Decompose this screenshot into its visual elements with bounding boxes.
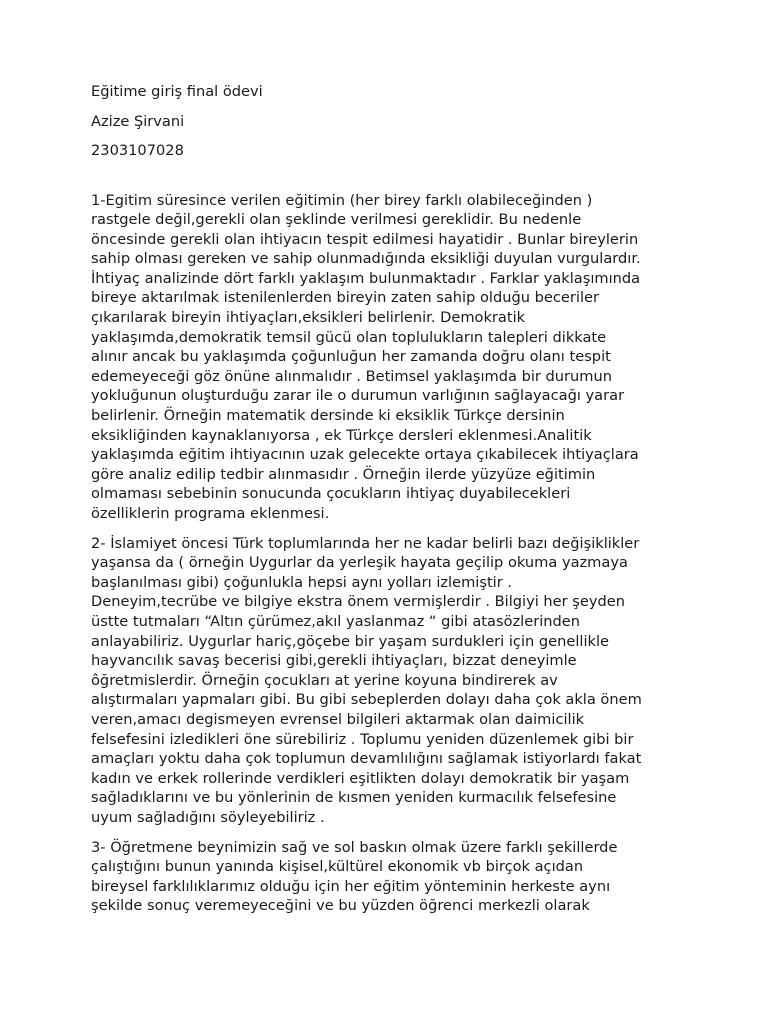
- text-line: olmaması sebebinin sonucunda çocukların ihtiyaç duyabilecekleri: [91, 485, 571, 503]
- document-page: [91, 84, 691, 926]
- text-line: rastgele değil,gerekli olan şeklinde verilmesi gereklidir. Bu nedenle: [91, 211, 582, 229]
- paragraph-1: [91, 191, 691, 524]
- text-line: göre analiz edilip tedbir alınmasıdır . Örneğin ilerde yüzyüze eğitimin: [91, 465, 596, 483]
- text-line: bireysel farklılıklarımız olduğu için her eğitim yönteminin herkeste aynı: [91, 877, 611, 895]
- spacer: [91, 173, 691, 191]
- body-text: [91, 191, 691, 916]
- author-name: Azize Şirvani: [91, 112, 185, 130]
- document-title: Eğitime giriş final ödevi: [91, 83, 263, 100]
- text-line: ôğretmislerdir. Örneğin çocukları at yerine koyuna bindirerek av: [91, 671, 558, 689]
- text-line: amaçları yoktu daha çok toplumun devamlılığını sağlamak istiyorlardı fakat: [91, 750, 642, 768]
- text-line: üstte tutmaları “Altın çürümez,akıl yaslanmaz “ gibi atasözlerinden: [91, 612, 580, 630]
- text-line: 2- İslamiyet öncesi Türk toplumlarında her ne kadar belirli bazı değişiklikler: [91, 534, 640, 552]
- text-line: çalıştığını bunun yanında kişisel,kültürel ekonomik vb birçok açıdan: [91, 858, 584, 876]
- text-line: özelliklerin programa eklenmesi.: [91, 505, 330, 522]
- text-line: anlayabiliriz. Uygurlar hariç,göçebe bir yaşam surdukleri için genellikle: [91, 632, 610, 650]
- student-number: 2303107028: [91, 142, 184, 159]
- text-line: belirlenir. Örneğin matematik dersinde ki eksiklik Türkçe dersinin: [91, 407, 565, 425]
- text-line: veren,amacı degismeyen evrensel bilgileri aktarmak olan daimicilik: [91, 710, 585, 728]
- text-line: yokluğunun oluşturduğu zarar ile o durumun varlığının sağlayacağı yarar: [91, 387, 625, 405]
- paragraph-2: [91, 534, 691, 828]
- text-line: eksikliğinden kaynaklanıyorsa , ek Türkçe dersleri eklenmesi.Analitik: [91, 426, 592, 444]
- paragraph-3: [91, 838, 691, 916]
- text-line: bireye aktarılmak istenilenlerden bireyin zaten sahip olduğu beceriler: [91, 289, 599, 307]
- text-line: İhtiyaç analizinde dört farklı yaklaşım bulunmaktadır . Farklar yaklaşımında: [91, 269, 641, 287]
- text-line: alıştırmaları yapmaları gibi. Bu gibi sebeplerden dolayı daha çok akla önem: [91, 691, 642, 709]
- text-line: yaşansa da ( örneğin Uygurlar da yerleşik hayata geçilip okuma yazmaya: [91, 554, 628, 572]
- text-line: başlanılması gibi) çoğunlukla hepsi aynı yolları izlemiştir .: [91, 573, 512, 591]
- text-line: 3- Öğretmene beynimizin sağ ve sol baskın olmak üzere farklı şekillerde: [91, 838, 618, 856]
- text-line: yaklaşımda eğitim ihtiyacının uzak gelecekte ortaya çıkabilecek ihtiyaçlara: [91, 446, 639, 464]
- text-line: şekilde sonuç veremeyeceğini ve bu yüzden öğrenci merkezli olarak: [91, 897, 590, 915]
- text-line: 1-Egitim süresince verilen eğitimin (her birey farklı olabileceğinden ): [91, 191, 593, 209]
- text-line: edemeyeceği göz önüne alınmalıdır . Betimsel yaklaşımda bir durumun: [91, 367, 613, 385]
- text-line: sağladıklarını ve bu yönlerinin de kısmen yeniden kurmacılık felsefesine: [91, 789, 617, 807]
- text-line: çıkarılarak bireyin ihtiyaçları,eksikleri belirlenir. Demokratik: [91, 309, 526, 327]
- text-line: sahip olması gereken ve sahip olunmadığında eksikliği duyulan vurgulardır.: [91, 250, 641, 268]
- text-line: hayvancılık savaş becerisi gibi,gerekli ihtiyaçları, bizzat deneyimle: [91, 652, 577, 670]
- text-line: felsefesini izledikleri öne sürebiliriz . Toplumu yeniden düzenlemek gibi bir: [91, 730, 634, 748]
- text-line: uyum sağladığını söyleyebiliriz .: [91, 808, 325, 826]
- text-line: yaklaşımda,demokratik temsil gücü olan toplulukların talepleri dikkate: [91, 328, 607, 346]
- text-line: öncesinde gerekli olan ihtiyacın tespit edilmesi hayatidir . Bunlar bireylerin: [91, 230, 639, 248]
- text-line: Deneyim,tecrübe ve bilgiye ekstra önem vermişlerdir . Bilgiyi her şeyden: [91, 593, 625, 611]
- text-line: alınır ancak bu yaklaşımda çoğunluğun her zamanda doğru olanı tespit: [91, 348, 611, 366]
- text-line: kadın ve erkek rollerinde verdikleri eşitlikten dolayı demokratik bir yaşam: [91, 769, 630, 787]
